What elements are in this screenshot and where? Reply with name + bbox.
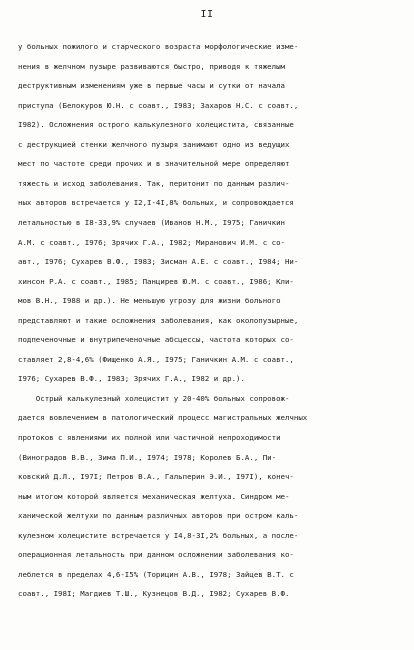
text-line: (Виноградов В.В., Зима П.И., I974; I978; Королев Б.А., Пи- (18, 452, 277, 462)
text-line: авт., I976; Сухарев В.Ф., I983; Зисман А.Е. с соавт., I984; Ни- (18, 257, 299, 267)
text-line: у больных пожилого и старческого возраста морфологические изме- (18, 42, 299, 51)
text-line: подпеченочные и внутрипеченочные абсцессы, частота которых со- (18, 335, 294, 345)
text-line: дается вовлечением в патологический процесс магистральных желчных (18, 413, 308, 423)
text-line: протоков с явлениями их полной или частичной непроходимости (18, 433, 281, 442)
text-line: кулезном холецистите встречается у I4,8-3I,2% больных, а после- (18, 530, 299, 540)
text-line: ным итогом которой является механическая желтуха. Синдром ме- (18, 491, 290, 501)
text-line: мест по частоте среди прочих и в значительной мере определяют (18, 159, 290, 169)
page-number: II (200, 9, 214, 20)
text-line: А.М. с соавт., I976; Зрячих Г.А., I982; Миранович И.М. с со- (18, 237, 285, 247)
text-line: I982). Осложнения острого калькулезного холецистита, связанные (18, 120, 294, 130)
text-line: I976; Сухарев В.Ф., I983; Зрячих Г.А., I982 и др.). (18, 374, 245, 384)
text-line: мов В.Н., I988 и др.). Не меньшую угрозу для жизни больного (18, 296, 281, 306)
text-line: приступа (Белокуров Ю.Н. с соавт., I983; Захаров Н.С. с соавт., (18, 100, 299, 110)
text-line: деструктивным изменениям уже в первые часы и сутки от начала (18, 81, 285, 91)
text-line: летальностью в I8-33,9% случаев (Иванов Н.М., I975; Ганичкин (18, 217, 285, 227)
text-line: ных авторов встречается у I2,I-4I,8% больных, и сопровождается (18, 198, 294, 208)
text-line: хинсон Р.А. с соавт., I985; Панцирев Ю.М. с соавт., I986; Кли- (18, 276, 294, 286)
text-line: ставляет 2,8-4,6% (Фищенко А.Я., I975; Ганичкин А.М. с соавт., (18, 354, 294, 364)
text-line: с деструкцией стенки желчного пузыря занимают одно из ведущих (18, 139, 290, 149)
text-line: нения в желчном пузыре развиваются быстро, приводя к тяжелым (18, 61, 285, 71)
text-line: операционная летальность при данном осложнении заболевания ко- (18, 550, 294, 560)
text-line: леблется в пределах 4,6-I5% (Торицин А.В., I978; Зайцев В.Т. с (18, 569, 294, 579)
text-line: представляют и такие осложнения заболевания, как околопузырные, (18, 315, 299, 325)
text-line: ковский Д.Л., I97I; Петров В.А., Гальперин Э.И., I97I), конеч- (18, 472, 294, 482)
text-line: ханической желтухи по данным различных авторов при остром каль- (18, 511, 299, 521)
text-line: соавт., I98I; Магдиев Т.Ш., Кузнецов В.Д., I982; Сухарев В.Ф. (18, 589, 290, 599)
text-line: тяжесть и исход заболевания. Так, перитонит по данным различ- (18, 178, 290, 188)
text-line: Острый калькулезный холецистит у 20-40% больных сопровож- (18, 393, 290, 403)
